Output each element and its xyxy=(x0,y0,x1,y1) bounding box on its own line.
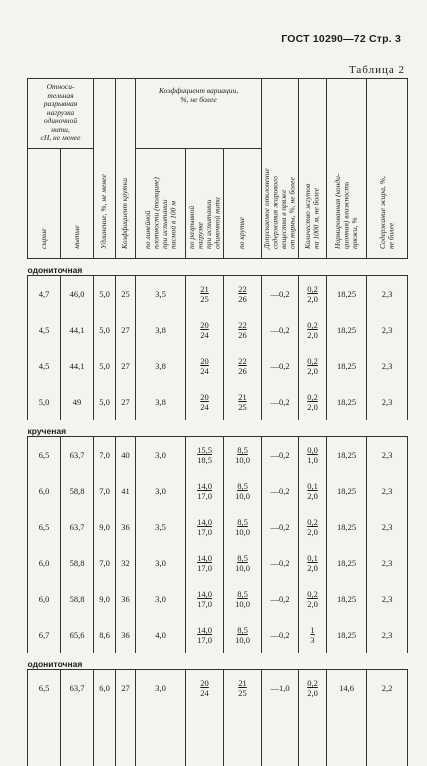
cell-var-twist-upper: 8,5 xyxy=(237,517,248,527)
table-row xyxy=(28,276,408,313)
cell-var-breaking-upper: 14,0 xyxy=(197,625,212,635)
cell-knots-lower: 2,0 xyxy=(307,563,318,573)
cell-knots-values xyxy=(307,445,318,465)
cell-var-breaking-values xyxy=(200,284,209,304)
cell-twist-coef: 27 xyxy=(116,384,136,420)
col-knots: Количество жгутов на 1000 м, не более xyxy=(299,79,327,259)
tail-cell xyxy=(94,706,116,766)
cell-moisture: 18,25 xyxy=(327,384,367,420)
cell-var-twist-values xyxy=(235,625,250,645)
col-fat-deviation: Допускаемое отклонение содержания жирового вещества в пряже от нормы, %, не более xyxy=(262,79,299,259)
cell-elongation: 6,0 xyxy=(94,670,116,707)
cell-var-breaking-upper: 20 xyxy=(200,356,209,366)
cell-knots-values xyxy=(307,517,318,537)
cell-var-breaking xyxy=(186,581,224,617)
cell-knots xyxy=(299,437,327,474)
cell-moisture: 18,25 xyxy=(327,581,367,617)
cell-bleached: 63,7 xyxy=(61,437,94,474)
cell-var-twist-values xyxy=(238,392,247,412)
cell-knots-values xyxy=(307,356,318,376)
cell-bleached: 63,7 xyxy=(61,509,94,545)
cell-var-twist xyxy=(224,312,262,348)
cell-fat-content: 2,3 xyxy=(367,473,408,509)
cell-var-density: 3,0 xyxy=(136,437,186,474)
cell-var-twist xyxy=(224,581,262,617)
cell-moisture: 18,25 xyxy=(327,312,367,348)
cell-var-density: 3,8 xyxy=(136,384,186,420)
cell-var-twist xyxy=(224,384,262,420)
section-label: одониточная xyxy=(28,259,408,276)
col-bleached: мытые xyxy=(61,149,94,259)
cell-twist-coef: 32 xyxy=(116,545,136,581)
col-var-density: по линейной плотности (толщине) при испытании пасмой в 100 м xyxy=(136,149,186,259)
cell-var-breaking-values xyxy=(200,392,209,412)
cell-knots-upper: 0,1 xyxy=(307,481,318,491)
cell-var-twist-values xyxy=(235,517,250,537)
table-body xyxy=(28,259,408,766)
cell-var-twist xyxy=(224,545,262,581)
cell-fat-deviation: —0,2 xyxy=(262,473,299,509)
cell-raw: 6,5 xyxy=(28,670,61,707)
cell-var-breaking xyxy=(186,545,224,581)
cell-var-breaking-values xyxy=(197,517,212,537)
cell-var-twist-lower: 26 xyxy=(238,294,247,304)
tail-cell xyxy=(367,706,408,766)
cell-var-twist-lower: 10,0 xyxy=(235,563,250,573)
cell-knots-upper: 1 xyxy=(310,625,314,635)
cell-var-twist-lower: 10,0 xyxy=(235,527,250,537)
cell-bleached: 58,8 xyxy=(61,545,94,581)
cell-var-breaking-upper: 15,5 xyxy=(197,445,212,455)
table-row xyxy=(28,617,408,653)
cell-twist-coef: 25 xyxy=(116,276,136,313)
tail-cell xyxy=(61,706,94,766)
cell-knots xyxy=(299,384,327,420)
cell-knots-values xyxy=(307,284,318,304)
cell-knots xyxy=(299,276,327,313)
cell-knots-lower: 3 xyxy=(310,635,314,645)
cell-var-breaking-lower: 17,0 xyxy=(197,563,212,573)
cell-var-breaking-values xyxy=(200,678,209,698)
cell-bleached: 46,0 xyxy=(61,276,94,313)
cell-knots-values xyxy=(307,320,318,340)
col-moisture: Нормированная (конди- ционная) влажность пряжи, % xyxy=(327,79,367,259)
cell-var-breaking-values xyxy=(197,445,212,465)
cell-var-density: 3,0 xyxy=(136,670,186,707)
cell-fat-deviation: —0,2 xyxy=(262,545,299,581)
cell-moisture: 14,6 xyxy=(327,670,367,707)
cell-knots-values xyxy=(307,481,318,501)
cell-fat-deviation: —0,2 xyxy=(262,312,299,348)
cell-bleached: 44,1 xyxy=(61,312,94,348)
cell-knots-values xyxy=(307,678,318,698)
cell-var-breaking-upper: 20 xyxy=(200,678,209,688)
cell-var-twist-values xyxy=(238,284,247,304)
cell-var-twist-values xyxy=(238,320,247,340)
cell-var-breaking-lower: 24 xyxy=(200,330,209,340)
cell-moisture: 18,25 xyxy=(327,276,367,313)
cell-raw: 4,7 xyxy=(28,276,61,313)
page-header: ГОСТ 10290—72 Стр. 3 xyxy=(281,33,401,45)
cell-elongation: 5,0 xyxy=(94,312,116,348)
cell-var-twist-upper: 21 xyxy=(238,678,247,688)
cell-var-breaking-upper: 14,0 xyxy=(197,517,212,527)
col-raw: сырые xyxy=(28,149,61,259)
cell-fat-deviation: —0,2 xyxy=(262,276,299,313)
col-fat-content: Содержание жира, %, не более xyxy=(367,79,408,259)
table-row xyxy=(28,581,408,617)
cell-var-twist-upper: 8,5 xyxy=(237,445,248,455)
cell-knots-lower: 1,0 xyxy=(307,455,318,465)
cell-var-twist xyxy=(224,617,262,653)
cell-var-density: 3,0 xyxy=(136,581,186,617)
cell-var-twist-upper: 8,5 xyxy=(237,589,248,599)
cell-var-breaking-values xyxy=(200,320,209,340)
col-elongation: Удлинение, %, не менее xyxy=(94,79,116,259)
tail-cell xyxy=(299,706,327,766)
tail-cell xyxy=(136,706,186,766)
col-var-breaking: по разрывной нагрузке при испытании одиночной нити xyxy=(186,149,224,259)
cell-knots xyxy=(299,348,327,384)
cell-var-breaking-upper: 21 xyxy=(200,284,209,294)
cell-var-twist xyxy=(224,348,262,384)
cell-elongation: 5,0 xyxy=(94,276,116,313)
cell-var-breaking xyxy=(186,276,224,313)
cell-var-breaking xyxy=(186,437,224,474)
cell-fat-deviation: —0,2 xyxy=(262,348,299,384)
cell-raw: 6,0 xyxy=(28,581,61,617)
cell-knots xyxy=(299,670,327,707)
cell-twist-coef: 27 xyxy=(116,670,136,707)
cell-var-breaking xyxy=(186,509,224,545)
cell-fat-deviation: —0,2 xyxy=(262,384,299,420)
cell-var-breaking-lower: 17,0 xyxy=(197,635,212,645)
cell-bleached: 65,6 xyxy=(61,617,94,653)
cell-fat-content: 2,3 xyxy=(367,312,408,348)
cell-var-breaking xyxy=(186,384,224,420)
table-tail xyxy=(28,706,408,766)
cell-raw: 6,0 xyxy=(28,545,61,581)
cell-bleached: 58,8 xyxy=(61,473,94,509)
cell-var-twist-upper: 8,5 xyxy=(237,625,248,635)
table-row xyxy=(28,348,408,384)
cell-knots-upper: 0,2 xyxy=(307,284,318,294)
cell-knots-upper: 0,1 xyxy=(307,553,318,563)
cell-var-breaking-values xyxy=(197,481,212,501)
cell-knots-upper: 0,2 xyxy=(307,678,318,688)
cell-fat-content: 2,3 xyxy=(367,384,408,420)
cell-bleached: 44,1 xyxy=(61,348,94,384)
cell-knots-lower: 2,0 xyxy=(307,688,318,698)
section-label: одониточная xyxy=(28,653,408,670)
cell-knots-lower: 2,0 xyxy=(307,402,318,412)
table-row xyxy=(28,312,408,348)
cell-elongation: 7,0 xyxy=(94,437,116,474)
cell-var-twist-upper: 22 xyxy=(238,356,247,366)
cell-var-breaking-lower: 18,5 xyxy=(197,455,212,465)
cell-knots-values xyxy=(307,392,318,412)
cell-elongation: 7,0 xyxy=(94,545,116,581)
cell-fat-deviation: —0,2 xyxy=(262,509,299,545)
cell-elongation: 9,0 xyxy=(94,509,116,545)
section-row xyxy=(28,653,408,670)
cell-knots-lower: 2,0 xyxy=(307,366,318,376)
cell-twist-coef: 27 xyxy=(116,348,136,384)
cell-var-breaking-values xyxy=(197,625,212,645)
cell-fat-content: 2,3 xyxy=(367,509,408,545)
cell-var-breaking-lower: 17,0 xyxy=(197,491,212,501)
col-breaking-load: Относи- тельная разрывная нагрузка одиночной нити, сН, не менее xyxy=(28,79,94,149)
cell-fat-content: 2,3 xyxy=(367,276,408,313)
cell-var-breaking-lower: 17,0 xyxy=(197,527,212,537)
cell-var-twist-lower: 10,0 xyxy=(235,599,250,609)
cell-knots xyxy=(299,617,327,653)
cell-var-twist-lower: 10,0 xyxy=(235,455,250,465)
cell-var-twist-values xyxy=(235,445,250,465)
cell-moisture: 18,25 xyxy=(327,473,367,509)
cell-var-breaking-lower: 24 xyxy=(200,688,209,698)
cell-var-breaking-lower: 24 xyxy=(200,402,209,412)
cell-var-twist-upper: 21 xyxy=(238,392,247,402)
cell-moisture: 18,25 xyxy=(327,348,367,384)
cell-elongation: 8,6 xyxy=(94,617,116,653)
cell-var-twist-values xyxy=(238,678,247,698)
cell-var-twist-lower: 10,0 xyxy=(235,635,250,645)
cell-knots-lower: 2,0 xyxy=(307,330,318,340)
cell-var-twist-lower: 26 xyxy=(238,366,247,376)
cell-twist-coef: 36 xyxy=(116,581,136,617)
cell-knots xyxy=(299,545,327,581)
col-variation-group: Коэффициент вариации, %, не более xyxy=(136,79,262,149)
cell-fat-deviation: —0,2 xyxy=(262,581,299,617)
cell-var-breaking-upper: 20 xyxy=(200,320,209,330)
cell-var-twist-values xyxy=(238,356,247,376)
cell-var-twist-upper: 8,5 xyxy=(237,481,248,491)
cell-var-twist xyxy=(224,276,262,313)
cell-var-breaking-upper: 14,0 xyxy=(197,553,212,563)
cell-moisture: 18,25 xyxy=(327,617,367,653)
cell-var-breaking xyxy=(186,348,224,384)
cell-elongation: 5,0 xyxy=(94,348,116,384)
tail-cell xyxy=(327,706,367,766)
cell-fat-deviation: —0,2 xyxy=(262,437,299,474)
tail-cell xyxy=(116,706,136,766)
cell-raw: 4,5 xyxy=(28,312,61,348)
cell-var-density: 3,0 xyxy=(136,473,186,509)
table-caption: Таблица 2 xyxy=(349,64,405,76)
tail-cell xyxy=(28,706,61,766)
cell-raw: 6,7 xyxy=(28,617,61,653)
cell-twist-coef: 40 xyxy=(116,437,136,474)
table-row xyxy=(28,384,408,420)
cell-var-twist-values xyxy=(235,481,250,501)
cell-fat-deviation: —1,0 xyxy=(262,670,299,707)
cell-var-breaking-lower: 24 xyxy=(200,366,209,376)
cell-var-density: 3,5 xyxy=(136,509,186,545)
table-row xyxy=(28,509,408,545)
cell-fat-content: 2,3 xyxy=(367,581,408,617)
cell-knots-upper: 0,2 xyxy=(307,320,318,330)
section-row xyxy=(28,420,408,437)
cell-fat-deviation: —0,2 xyxy=(262,617,299,653)
cell-var-twist-lower: 26 xyxy=(238,330,247,340)
cell-var-breaking-lower: 17,0 xyxy=(197,599,212,609)
cell-var-breaking-upper: 14,0 xyxy=(197,481,212,491)
cell-knots-lower: 2,0 xyxy=(307,599,318,609)
cell-twist-coef: 36 xyxy=(116,509,136,545)
table-row xyxy=(28,670,408,707)
cell-var-twist xyxy=(224,473,262,509)
cell-moisture: 18,25 xyxy=(327,437,367,474)
cell-var-breaking-values xyxy=(197,553,212,573)
cell-knots-lower: 2,0 xyxy=(307,527,318,537)
cell-knots-upper: 0,2 xyxy=(307,517,318,527)
cell-var-twist-values xyxy=(235,553,250,573)
tail-cell xyxy=(186,706,224,766)
cell-var-twist-values xyxy=(235,589,250,609)
cell-var-breaking-values xyxy=(200,356,209,376)
cell-moisture: 18,25 xyxy=(327,509,367,545)
cell-knots-lower: 2,0 xyxy=(307,491,318,501)
col-var-twist: по крутке xyxy=(224,149,262,259)
cell-knots xyxy=(299,581,327,617)
cell-knots xyxy=(299,473,327,509)
cell-var-density: 3,8 xyxy=(136,348,186,384)
cell-knots-lower: 2,0 xyxy=(307,294,318,304)
cell-var-twist xyxy=(224,509,262,545)
cell-fat-content: 2,3 xyxy=(367,348,408,384)
section-row xyxy=(28,259,408,276)
cell-var-breaking-values xyxy=(197,589,212,609)
cell-var-density: 3,0 xyxy=(136,545,186,581)
cell-twist-coef: 41 xyxy=(116,473,136,509)
table-row xyxy=(28,545,408,581)
cell-knots-upper: 0,0 xyxy=(307,445,318,455)
cell-fat-content: 2,2 xyxy=(367,670,408,707)
cell-knots-values xyxy=(307,589,318,609)
cell-moisture: 18,25 xyxy=(327,545,367,581)
cell-var-twist-lower: 25 xyxy=(238,402,247,412)
cell-var-density: 3,5 xyxy=(136,276,186,313)
cell-var-twist-upper: 22 xyxy=(238,320,247,330)
tail-cell xyxy=(262,706,299,766)
tail-cell xyxy=(224,706,262,766)
cell-fat-content: 2,3 xyxy=(367,617,408,653)
cell-var-breaking xyxy=(186,617,224,653)
cell-raw: 5,0 xyxy=(28,384,61,420)
cell-var-breaking xyxy=(186,670,224,707)
section-label: крученая xyxy=(28,420,408,437)
cell-twist-coef: 27 xyxy=(116,312,136,348)
cell-var-twist-lower: 10,0 xyxy=(235,491,250,501)
cell-var-breaking-upper: 14,0 xyxy=(197,589,212,599)
col-twist-coef: Коэффициент крутки xyxy=(116,79,136,259)
cell-raw: 4,5 xyxy=(28,348,61,384)
cell-knots-values xyxy=(307,553,318,573)
cell-var-twist-upper: 22 xyxy=(238,284,247,294)
cell-var-twist xyxy=(224,437,262,474)
cell-var-density: 4,0 xyxy=(136,617,186,653)
cell-knots-values xyxy=(310,625,314,645)
cell-raw: 6,0 xyxy=(28,473,61,509)
cell-var-twist xyxy=(224,670,262,707)
cell-bleached: 49 xyxy=(61,384,94,420)
cell-raw: 6,5 xyxy=(28,509,61,545)
cell-elongation: 9,0 xyxy=(94,581,116,617)
table-row xyxy=(28,473,408,509)
cell-var-breaking xyxy=(186,312,224,348)
cell-var-breaking-upper: 20 xyxy=(200,392,209,402)
spec-table xyxy=(27,78,408,766)
table-2 xyxy=(27,78,407,766)
cell-var-density: 3,8 xyxy=(136,312,186,348)
cell-var-twist-lower: 25 xyxy=(238,688,247,698)
cell-knots-upper: 0,2 xyxy=(307,356,318,366)
table-row xyxy=(28,437,408,474)
cell-fat-content: 2,3 xyxy=(367,545,408,581)
cell-knots xyxy=(299,509,327,545)
cell-var-twist-upper: 8,5 xyxy=(237,553,248,563)
cell-elongation: 7,0 xyxy=(94,473,116,509)
cell-var-breaking-lower: 25 xyxy=(200,294,209,304)
cell-knots xyxy=(299,312,327,348)
cell-knots-upper: 0,2 xyxy=(307,392,318,402)
cell-bleached: 58,8 xyxy=(61,581,94,617)
cell-fat-content: 2,3 xyxy=(367,437,408,474)
cell-twist-coef: 36 xyxy=(116,617,136,653)
cell-raw: 6,5 xyxy=(28,437,61,474)
cell-var-breaking xyxy=(186,473,224,509)
cell-bleached: 63,7 xyxy=(61,670,94,707)
cell-elongation: 5,0 xyxy=(94,384,116,420)
cell-knots-upper: 0,2 xyxy=(307,589,318,599)
